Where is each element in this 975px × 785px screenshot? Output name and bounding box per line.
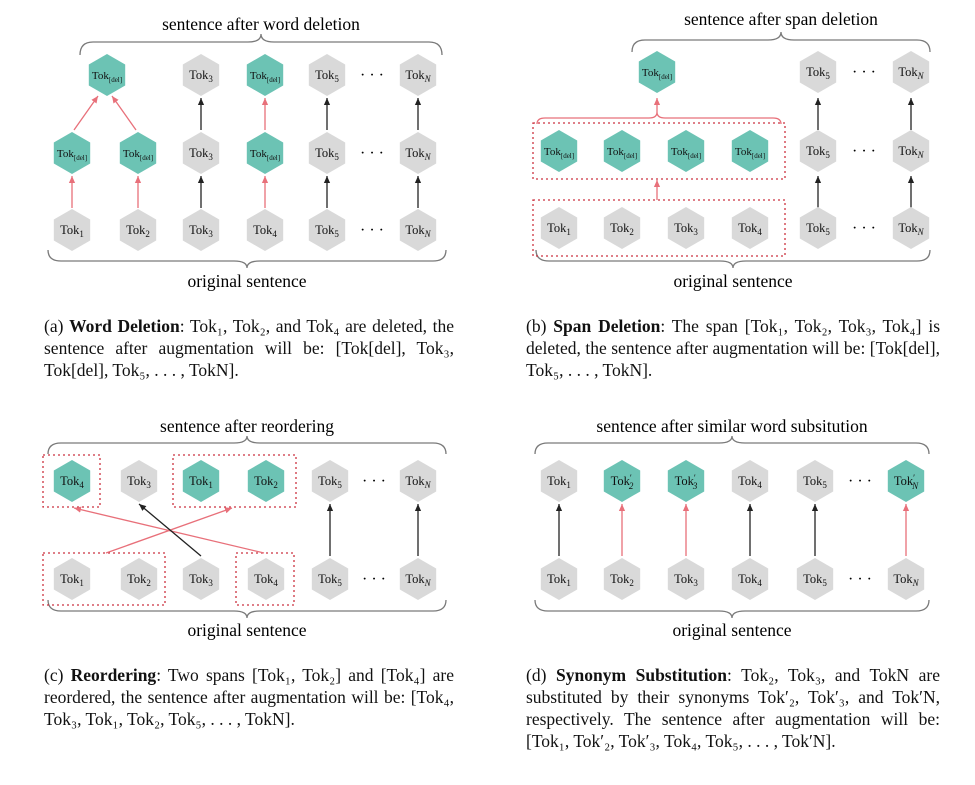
- token-node: [54, 460, 90, 502]
- caption-a-text: : Tok₁, Tok₂, and Tok₄ are deleted, the sentence after augmentation will be: [Tok[del], Tok₃, Tok[del], Tok₅, . . . , TokN].: [44, 316, 455, 380]
- ellipsis: · · ·: [852, 143, 876, 160]
- token-node: [54, 132, 90, 174]
- token-label: Tok$_N$: [898, 221, 924, 237]
- panel-b-bottom-brace: [536, 250, 930, 268]
- token-label: Tok$_5$: [315, 223, 339, 239]
- caption-a: [44, 315, 454, 381]
- token-node: [604, 207, 640, 249]
- caption-d: [526, 664, 940, 752]
- token-label: Tok$_1$: [547, 474, 571, 490]
- token-label: Tok$_5$: [318, 572, 342, 588]
- token-label: Tok′ 2: [610, 473, 634, 491]
- panel-c-top-label: sentence after reordering: [160, 416, 334, 436]
- token-node: [541, 130, 577, 172]
- caption-d-title: Synonym Substitution: [556, 665, 728, 685]
- caption-b-text: : The span [Tok₁, Tok₂, Tok₃, Tok₄] is deleted, the sentence after augmentation will be: [Tok[del], Tok₅, . . . , TokN].: [526, 316, 940, 380]
- token-node: [604, 558, 640, 600]
- token-node: [541, 207, 577, 249]
- token-node: [732, 558, 768, 600]
- caption-c-title: Reordering: [70, 665, 157, 685]
- token-label: Tok$_2$: [254, 474, 278, 490]
- caption-c: [44, 664, 454, 730]
- token-node: [120, 132, 156, 174]
- panel-a-top-label: sentence after word deletion: [162, 14, 360, 34]
- ellipsis: · · ·: [360, 67, 384, 84]
- token-node: [888, 558, 924, 600]
- caption-b: [526, 315, 940, 381]
- token-node: [247, 209, 283, 251]
- token-node: [541, 460, 577, 502]
- token-node: [183, 54, 219, 96]
- ellipsis: · · ·: [852, 220, 876, 237]
- token-label: Tok$_1$: [189, 474, 213, 490]
- token-label: Tok$_3$: [189, 572, 213, 588]
- token-label: Tok$_4$: [738, 572, 762, 588]
- token-label: Tok$_3$: [674, 221, 698, 237]
- token-label: Tok$_N$: [405, 474, 431, 490]
- token-node: [732, 460, 768, 502]
- panel-d-bottom-brace: [535, 600, 929, 618]
- token-label: Tok$_2$: [610, 572, 634, 588]
- token-label: Tok$_5$: [315, 68, 339, 84]
- token-label: Tok$_4$: [253, 223, 277, 239]
- panel-a-bottom-label: original sentence: [187, 271, 307, 291]
- token-node: [400, 558, 436, 600]
- token-node: [183, 460, 219, 502]
- panel-a-bottom-brace: [48, 250, 446, 268]
- token-node: [183, 558, 219, 600]
- panel-c-top-brace: [48, 436, 446, 454]
- token-label: Tok′ N: [893, 473, 919, 491]
- ellipsis: · · ·: [362, 473, 386, 490]
- ellipsis: · · ·: [848, 571, 872, 588]
- token-node: [400, 209, 436, 251]
- token-node: [541, 558, 577, 600]
- token-label: Tok$_N$: [893, 572, 919, 588]
- token-label: Tok$_5$: [803, 474, 827, 490]
- token-label: Tok$_N$: [405, 223, 431, 239]
- panel-c-arrow-tok3: [139, 504, 201, 556]
- panel-a-arrow-8: [112, 96, 136, 130]
- token-node: [121, 558, 157, 600]
- token-node: [797, 558, 833, 600]
- caption-a-title: Word Deletion: [69, 316, 180, 336]
- token-label: Tok$_3$: [189, 146, 213, 162]
- token-node: [54, 558, 90, 600]
- token-label: Tok$_1$: [60, 223, 84, 239]
- token-label: Tok$_{[del]}$: [56, 148, 88, 162]
- token-node: [400, 54, 436, 96]
- panel-b-top-label: sentence after span deletion: [684, 9, 878, 29]
- panel-a-top-brace: [80, 34, 442, 55]
- token-node: [800, 51, 836, 93]
- token-node: [668, 460, 704, 502]
- token-label: Tok$_{[del]}$: [641, 67, 673, 81]
- token-node: [639, 51, 675, 93]
- token-label: Tok$_5$: [318, 474, 342, 490]
- caption-d-label: (d): [526, 665, 547, 685]
- token-node: [54, 209, 90, 251]
- token-label: Tok$_{[del]}$: [606, 146, 638, 160]
- token-label: Tok$_3$: [189, 223, 213, 239]
- token-label: Tok$_5$: [803, 572, 827, 588]
- token-node: [732, 207, 768, 249]
- ellipsis: · · ·: [360, 222, 384, 239]
- token-node: [800, 130, 836, 172]
- panel-c-arrow-tok4: [74, 508, 264, 553]
- token-label: Tok$_2$: [610, 221, 634, 237]
- token-label: Tok$_{[del]}$: [249, 148, 281, 162]
- token-label: Tok$_1$: [547, 572, 571, 588]
- token-label: Tok$_N$: [405, 146, 431, 162]
- token-node: [797, 460, 833, 502]
- token-label: Tok$_N$: [898, 144, 924, 160]
- token-node: [400, 132, 436, 174]
- caption-b-title: Span Deletion: [553, 316, 661, 336]
- token-label: Tok$_2$: [127, 572, 151, 588]
- caption-d-text: : Tok₂, Tok₃, and TokN are substituted by their synonyms Tok′₂, Tok′₃, and Tok′N, respectively. The sentence after augmentation will be: [Tok₁, Tok′₂, Tok′₃, Tok₄, Tok₅, . . . , Tok′N].: [526, 665, 940, 751]
- token-node: [312, 558, 348, 600]
- token-node: [183, 209, 219, 251]
- token-node: [309, 54, 345, 96]
- token-node: [309, 132, 345, 174]
- token-node: [312, 460, 348, 502]
- panel-a-arrow-7: [74, 96, 98, 130]
- token-label: Tok$_3$: [189, 68, 213, 84]
- token-label: Tok$_{[del]}$: [734, 146, 766, 160]
- ellipsis: · · ·: [360, 145, 384, 162]
- panel-d-bottom-label: original sentence: [672, 620, 792, 640]
- panel-d-top-brace: [535, 436, 929, 454]
- token-label: Tok$_3$: [674, 572, 698, 588]
- token-node: [893, 130, 929, 172]
- token-node: [121, 460, 157, 502]
- token-node: [247, 54, 283, 96]
- caption-b-label: (b): [526, 316, 547, 336]
- token-label: Tok$_5$: [806, 65, 830, 81]
- token-node: [668, 558, 704, 600]
- token-node: [400, 460, 436, 502]
- token-label: Tok$_{[del]}$: [670, 146, 702, 160]
- token-label: Tok$_2$: [126, 223, 150, 239]
- token-label: Tok′ 3: [674, 473, 698, 491]
- token-label: Tok$_4$: [254, 572, 278, 588]
- token-node: [183, 132, 219, 174]
- panel-b-merge-brace: [537, 112, 781, 124]
- token-label: Tok$_{[del]}$: [91, 70, 123, 84]
- token-node: [668, 130, 704, 172]
- caption-a-label: (a): [44, 316, 64, 336]
- panel-c-bottom-label: original sentence: [187, 620, 307, 640]
- token-label: Tok$_1$: [60, 572, 84, 588]
- token-label: Tok$_1$: [547, 221, 571, 237]
- token-node: [309, 209, 345, 251]
- token-label: Tok$_N$: [405, 572, 431, 588]
- ellipsis: · · ·: [362, 571, 386, 588]
- token-label: Tok$_{[del]}$: [122, 148, 154, 162]
- token-label: Tok$_5$: [806, 221, 830, 237]
- token-node: [668, 207, 704, 249]
- caption-c-text: : Two spans [Tok₁, Tok₂] and [Tok₄] are reordered, the sentence after augmentation will be: [Tok₄, Tok₃, Tok₁, Tok₂, Tok₅, . . . , TokN].: [44, 665, 455, 729]
- token-node: [248, 558, 284, 600]
- token-node: [800, 207, 836, 249]
- ellipsis: · · ·: [848, 473, 872, 490]
- token-label: Tok$_5$: [315, 146, 339, 162]
- token-node: [893, 51, 929, 93]
- token-node: [888, 460, 924, 502]
- token-node: [247, 132, 283, 174]
- token-label: Tok$_N$: [405, 68, 431, 84]
- token-node: [732, 130, 768, 172]
- caption-c-label: (c): [44, 665, 64, 685]
- panel-c-bottom-brace: [48, 600, 446, 618]
- token-node: [248, 460, 284, 502]
- token-node: [120, 209, 156, 251]
- token-label: Tok$_4$: [60, 474, 84, 490]
- panel-b-top-brace: [632, 32, 930, 52]
- token-label: Tok$_N$: [898, 65, 924, 81]
- token-node: [604, 130, 640, 172]
- token-label: Tok$_3$: [127, 474, 151, 490]
- token-node: [893, 207, 929, 249]
- token-node: [604, 460, 640, 502]
- token-label: Tok$_{[del]}$: [543, 146, 575, 160]
- panel-d-top-label: sentence after similar word subsitution: [596, 416, 868, 436]
- token-label: Tok$_4$: [738, 474, 762, 490]
- panel-b-bottom-label: original sentence: [673, 271, 793, 291]
- token-label: Tok$_4$: [738, 221, 762, 237]
- token-label: Tok$_5$: [806, 144, 830, 160]
- ellipsis: · · ·: [852, 64, 876, 81]
- token-node: [89, 54, 125, 96]
- token-label: Tok$_{[del]}$: [249, 70, 281, 84]
